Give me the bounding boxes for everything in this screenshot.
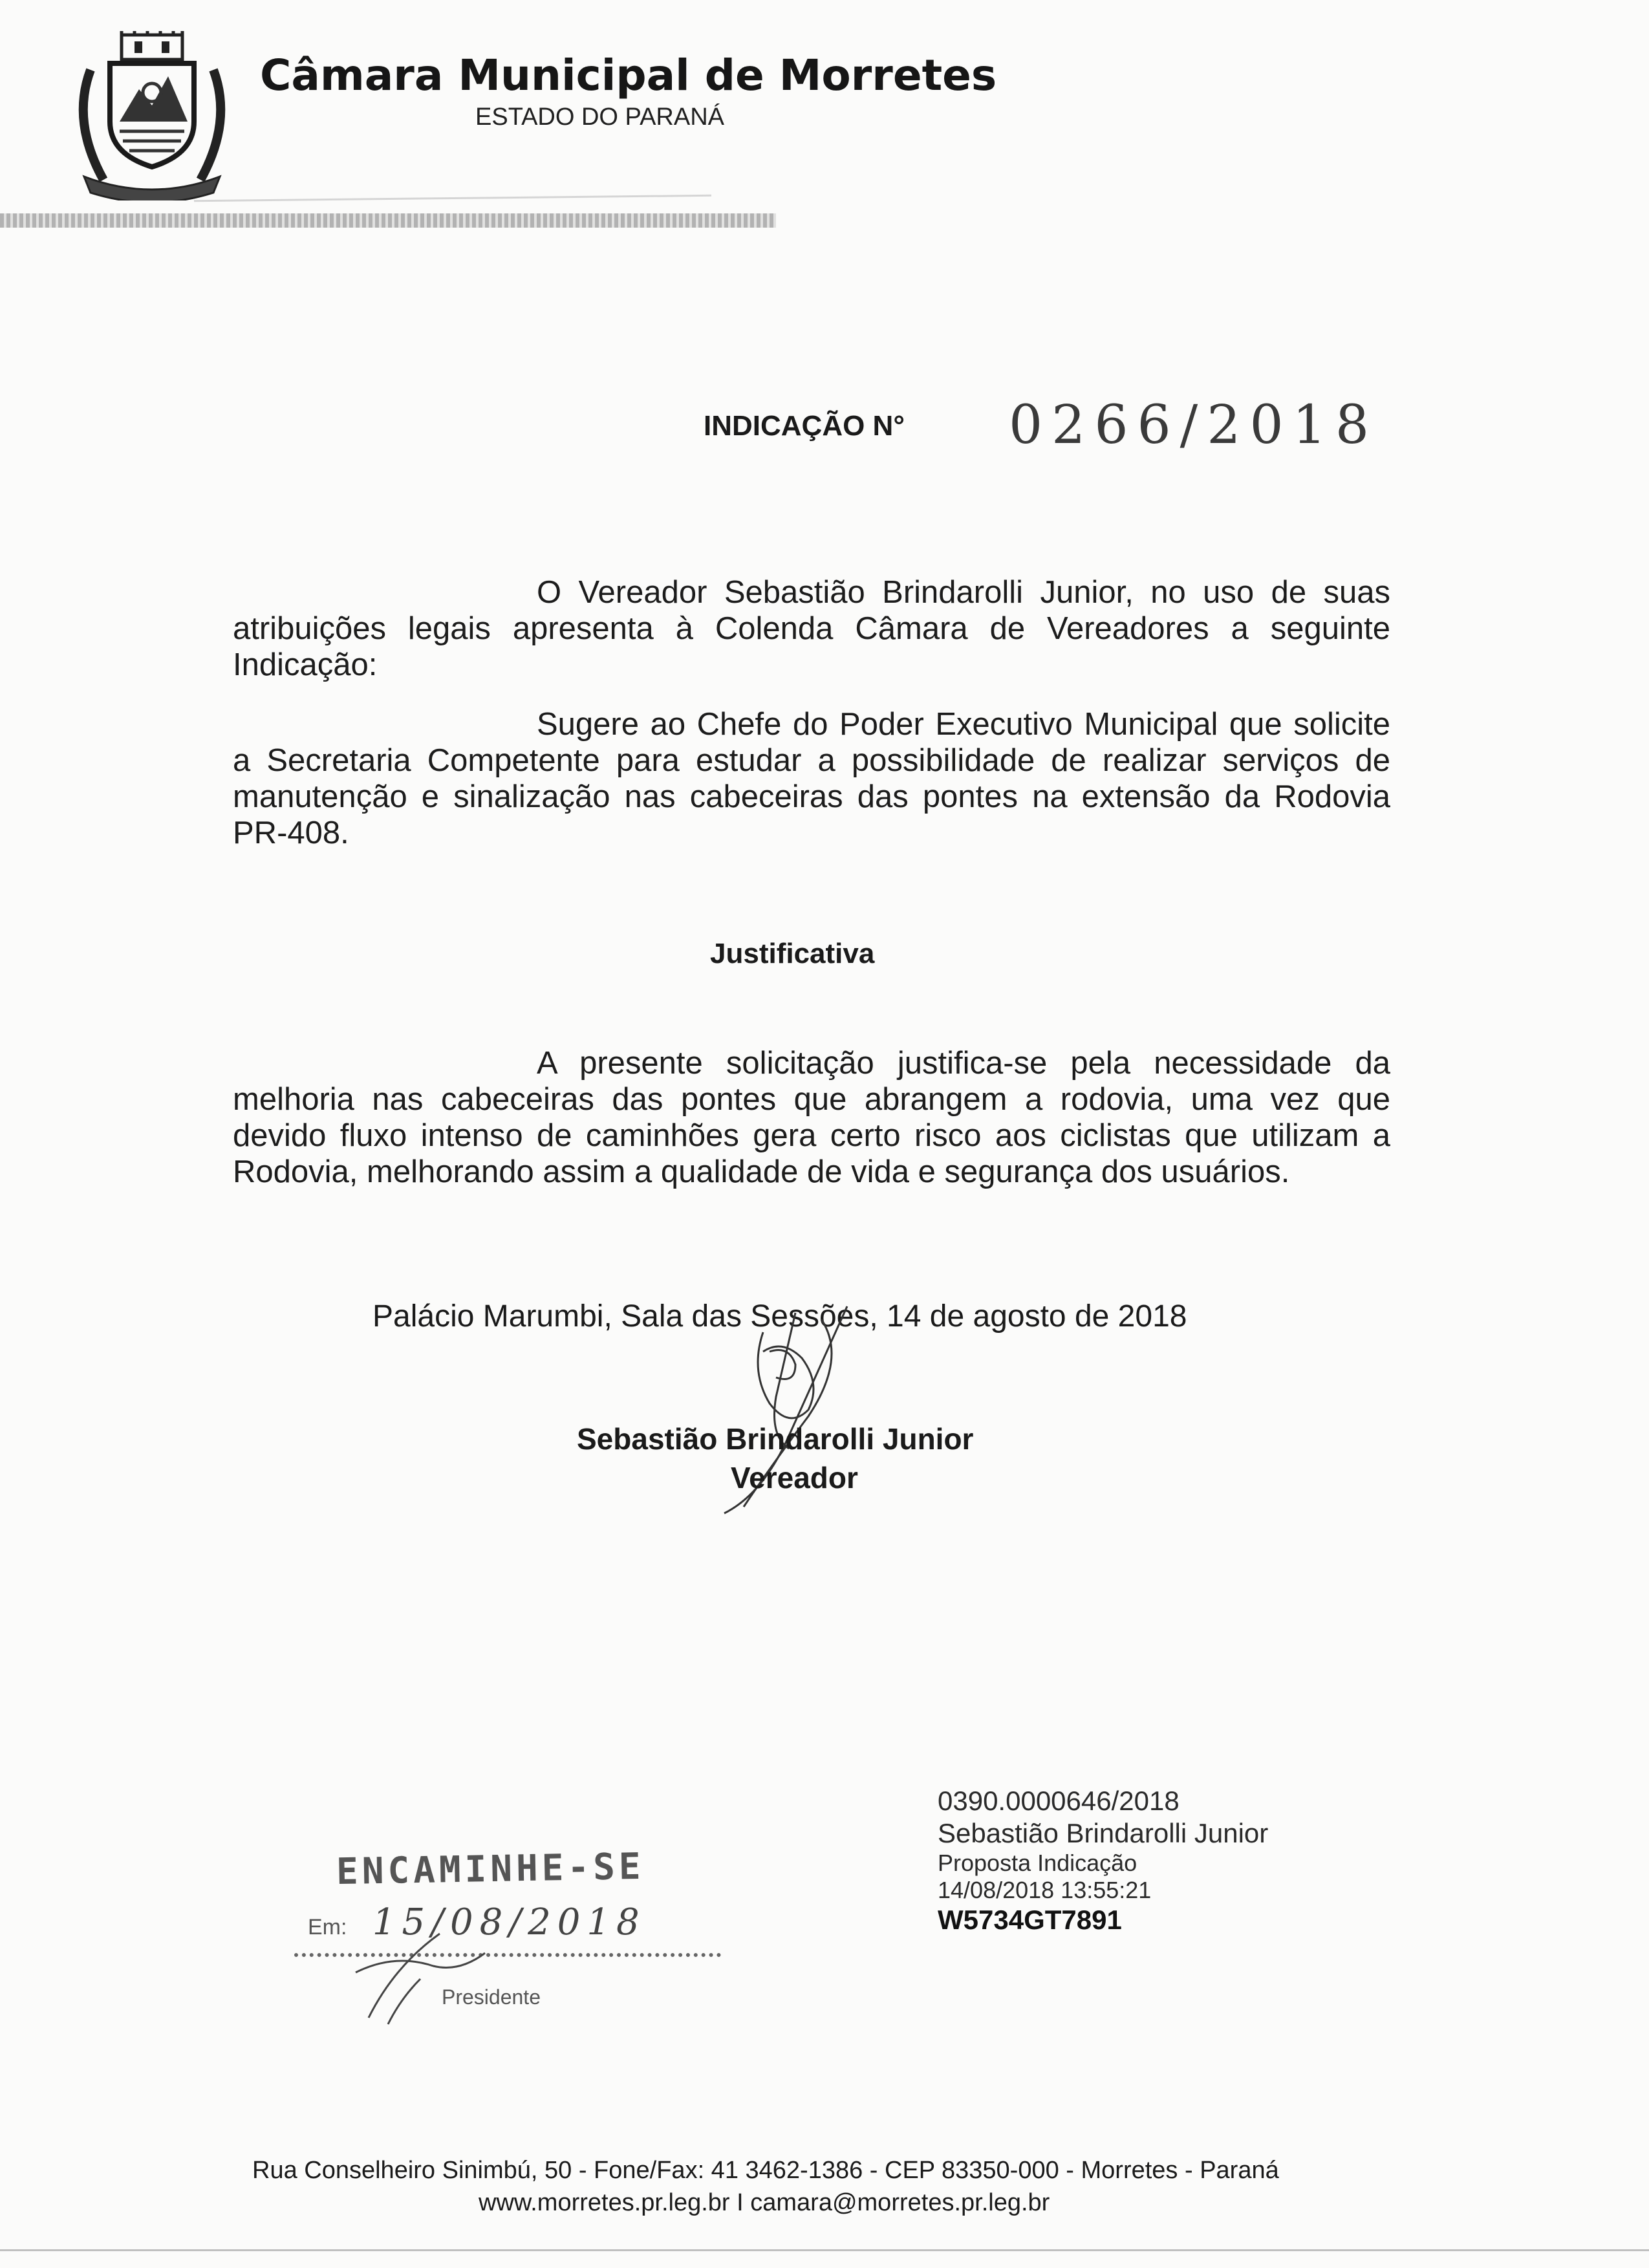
protocol-author: Sebastião Brindarolli Junior [938,1818,1269,1848]
intro-paragraph [233,574,1390,683]
footer-divider [0,2249,1649,2251]
justification-heading: Justificativa [710,938,875,969]
signer-name: Sebastião Brindarolli Junior [577,1422,974,1456]
protocol-datetime: 14/08/2018 13:55:21 [938,1877,1152,1903]
request-text: Sugere ao Chefe do Poder Executivo Municipal que solicite a Secretaria Competente para estudar a possibilidade de realizar serviços de manutenção e sinalização nas cabeceiras das pontes na extensão da Rodovia PR-408. [233,707,1390,850]
protocol-type: Proposta Indicação [938,1850,1137,1876]
coat-of-arms-logo [65,31,239,200]
request-paragraph [233,706,1390,851]
institution-title: Câmara Municipal de Morretes [260,50,997,100]
protocol-code: W5734GT7891 [938,1905,1122,1935]
header-divider-line [194,195,711,202]
protocol-number: 0390.0000646/2018 [938,1786,1180,1816]
protocol-block [938,1785,1268,1936]
stamp-em-label: Em: [308,1915,347,1939]
place-date: Palácio Marumbi, Sala das Sessões, 14 de agosto de 2018 [372,1299,1187,1334]
indicacao-number: 0266/2018 [1009,394,1378,456]
footer-web: www.morretes.pr.leg.br I camara@morretes.pr.leg.br [479,2189,1050,2216]
stamp-date: 15/08/2018 [372,1901,646,1943]
signer-role: Vereador [731,1461,858,1495]
header-divider [0,213,776,228]
state-subtitle: ESTADO DO PARANÁ [475,103,724,131]
stamp-president-label: Presidente [442,1985,541,2009]
indicacao-label: INDICAÇÃO N° [704,410,905,442]
president-signature [330,1914,511,2031]
encaminhe-stamp: ENCAMINHE-SE [336,1845,645,1894]
handwritten-signature [692,1293,905,1533]
justification-paragraph [233,1045,1390,1190]
footer-address: Rua Conselheiro Sinimbú, 50 - Fone/Fax: 41 3462-1386 - CEP 83350-000 - Morretes - Paraná [252,2157,1279,2184]
intro-text: O Vereador Sebastião Brindarolli Junior, no uso de suas atribuições legais apresenta à Colenda Câmara de Vereadores a seguinte Indicação: [233,575,1390,682]
justification-text: A presente solicitação justifica-se pela necessidade da melhoria nas cabeceiras das pontes que abrangem a rodovia, uma vez que devido fluxo intenso de caminhões gera certo risco aos ciclistas que utilizam a Rodovia, melhorando assim a qualidade de vida e segurança dos usuários. [233,1046,1390,1189]
